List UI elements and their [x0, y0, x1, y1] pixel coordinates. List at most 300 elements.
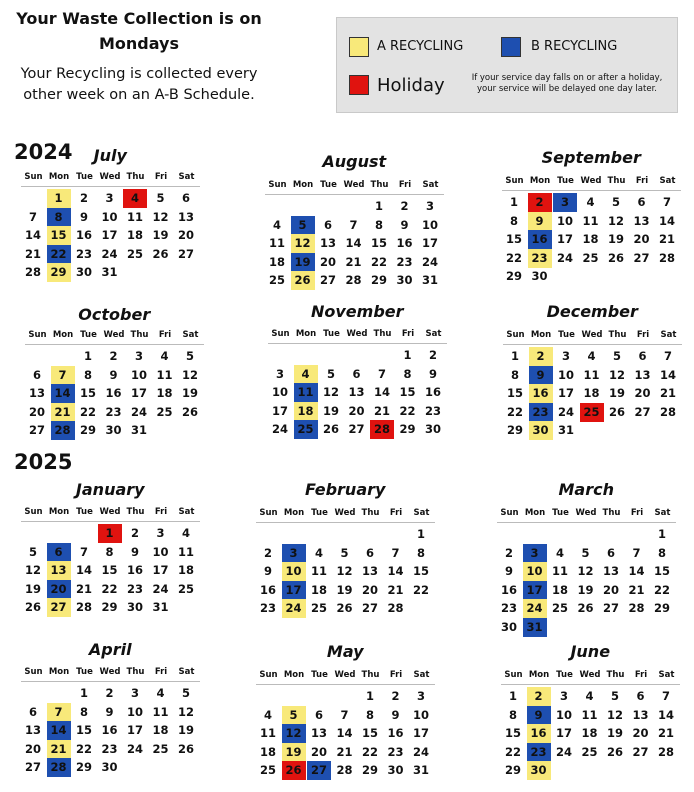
day-cell: 17 — [101, 228, 118, 243]
day-cell: 29 — [506, 423, 523, 438]
day-cell: 2 — [527, 687, 551, 706]
day-cell: 28 — [51, 421, 75, 440]
day-cell: 14 — [75, 563, 92, 578]
day-cell: 12 — [608, 367, 625, 382]
year-2025-heading: 2025 — [14, 450, 73, 474]
weekday-label: Wed — [346, 329, 368, 339]
day-cell: 14 — [373, 385, 390, 400]
weekday-label: Sat — [425, 329, 442, 339]
day-cell: 9 — [400, 217, 409, 232]
day-cell: 16 — [101, 723, 118, 738]
day-cell: 17 — [130, 386, 147, 401]
day-cell: 8 — [510, 367, 519, 382]
day-cell: 16 — [500, 582, 517, 597]
day-cell: 22 — [370, 254, 387, 269]
day-cell: 21 — [373, 403, 390, 418]
day-cell: 27 — [634, 404, 651, 419]
day-cell: 15 — [370, 236, 387, 251]
day-cell: 11 — [126, 209, 143, 224]
weekday-label: Mon — [530, 330, 552, 340]
month-title: February — [305, 480, 386, 499]
weekday-label: Wed — [99, 667, 121, 677]
weekday-label: Sun — [504, 670, 523, 680]
day-cell: 2 — [400, 199, 409, 213]
day-cell: 7 — [340, 707, 349, 722]
day-cell: 5 — [326, 366, 335, 381]
weekday-label: Fri — [634, 670, 648, 680]
day-cell: 12 — [606, 707, 623, 722]
day-cell: 25 — [126, 246, 143, 261]
month-title: June — [570, 642, 611, 661]
day-cell: 23 — [528, 249, 552, 268]
weekday-label: Fri — [635, 176, 649, 186]
day-cell: 5 — [156, 191, 165, 205]
weekday-label: Mon — [529, 176, 551, 186]
day-cell: 25 — [580, 403, 604, 422]
weekday-label: Thu — [126, 667, 145, 677]
weekday-header — [501, 670, 680, 685]
weekday-label: Sat — [422, 180, 439, 190]
day-cell: 12 — [607, 213, 624, 228]
weekday-label: Thu — [126, 507, 145, 517]
day-cell: 25 — [177, 581, 194, 596]
day-cell: 3 — [425, 199, 434, 213]
day-cell: 30 — [396, 273, 413, 288]
weekday-label: Wed — [334, 670, 356, 680]
day-cell: 8 — [508, 707, 517, 722]
day-cell: 3 — [553, 193, 577, 212]
day-cell: 21 — [628, 582, 645, 597]
weekday-header — [21, 507, 200, 522]
day-cell: 11 — [156, 367, 173, 382]
day-cell: 12 — [177, 704, 194, 719]
day-cell: 21 — [345, 254, 362, 269]
weekday-label: Mon — [52, 330, 74, 340]
day-cell: 6 — [637, 195, 646, 209]
day-cell: 9 — [504, 564, 513, 579]
day-cell: 20 — [602, 582, 619, 597]
day-cell: 13 — [310, 726, 327, 741]
day-cell: 13 — [348, 385, 365, 400]
day-cell: 23 — [126, 581, 143, 596]
year-2024-heading: 2024 — [14, 140, 73, 164]
day-cell: 10 — [557, 367, 574, 382]
day-cell: 18 — [310, 582, 327, 597]
day-cell: 13 — [28, 386, 45, 401]
weekday-label: Thu — [608, 330, 627, 340]
day-cell: 3 — [130, 686, 139, 700]
day-cell: 8 — [105, 544, 114, 559]
day-cell: 5 — [291, 216, 315, 235]
weekday-label: Wed — [343, 180, 365, 190]
day-cell: 9 — [528, 212, 552, 231]
day-cell: 22 — [75, 741, 92, 756]
day-cell: 14 — [659, 367, 676, 382]
day-cell: 10 — [126, 704, 143, 719]
day-cell: 16 — [126, 563, 143, 578]
day-cell: 2 — [391, 689, 400, 703]
holiday-delay-note — [461, 73, 673, 95]
day-cell: 20 — [310, 744, 327, 759]
day-cell: 4 — [314, 545, 323, 560]
day-cell: 29 — [75, 760, 92, 775]
day-cell: 20 — [634, 386, 651, 401]
day-cell: 2 — [528, 193, 552, 212]
day-cell: 22 — [47, 245, 71, 264]
day-cell: 9 — [105, 704, 114, 719]
day-cell: 28 — [336, 763, 353, 778]
day-cell: 11 — [310, 564, 327, 579]
day-cell: 15 — [101, 563, 118, 578]
day-cell: 23 — [259, 601, 276, 616]
day-cell: 29 — [504, 763, 521, 778]
day-cell: 1 — [403, 348, 412, 362]
weekday-label: Sat — [178, 172, 195, 182]
day-cell: 9 — [391, 707, 400, 722]
weekday-label: Sat — [178, 507, 195, 517]
day-cell: 10 — [412, 707, 429, 722]
day-cell: 25 — [259, 763, 276, 778]
weekday-label: Mon — [295, 329, 317, 339]
day-cell: 6 — [314, 707, 323, 722]
day-cell: 7 — [28, 209, 37, 224]
day-cell: 8 — [79, 704, 88, 719]
day-cell: 8 — [374, 217, 383, 232]
day-cell: 8 — [83, 367, 92, 382]
day-cell: 11 — [177, 544, 194, 559]
day-cell: 13 — [319, 236, 336, 251]
day-cell: 2 — [504, 545, 513, 560]
day-cell: 19 — [336, 582, 353, 597]
day-cell: 11 — [582, 213, 599, 228]
day-cell: 3 — [416, 689, 425, 703]
day-cell: 22 — [412, 582, 429, 597]
weekday-label: Wed — [103, 330, 125, 340]
day-cell: 1 — [374, 199, 383, 213]
day-cell: 3 — [105, 191, 114, 205]
day-cell: 11 — [268, 236, 285, 251]
weekday-label: Sat — [659, 176, 676, 186]
day-cell: 2 — [130, 526, 139, 540]
weekday-label: Wed — [99, 507, 121, 517]
weekday-label: Fri — [398, 180, 412, 190]
day-cell: 11 — [581, 707, 598, 722]
day-cell: 11 — [551, 564, 568, 579]
day-cell: 29 — [101, 600, 118, 615]
month-title: March — [558, 480, 614, 499]
day-cell: 5 — [340, 545, 349, 560]
day-cell: 5 — [185, 349, 194, 363]
weekday-header — [265, 180, 444, 195]
day-cell: 12 — [152, 209, 169, 224]
weekday-label: Sat — [178, 667, 195, 677]
day-cell: 23 — [396, 254, 413, 269]
day-cell: 22 — [79, 404, 96, 419]
day-cell: 4 — [156, 686, 165, 700]
day-cell: 10 — [130, 367, 147, 382]
day-cell: 10 — [556, 213, 573, 228]
weekday-label: Tue — [320, 180, 337, 190]
day-cell: 17 — [271, 403, 288, 418]
weekday-label: Tue — [558, 330, 575, 340]
day-cell: 26 — [322, 422, 339, 437]
day-cell: 3 — [275, 366, 284, 381]
weekday-label: Sun — [24, 507, 43, 517]
day-cell: 23 — [529, 403, 553, 422]
day-cell: 28 — [387, 601, 404, 616]
day-cell: 27 — [28, 423, 45, 438]
weekday-label: Thu — [361, 508, 380, 518]
day-cell: 20 — [177, 228, 194, 243]
day-cell: 4 — [587, 349, 596, 363]
day-cell: 23 — [500, 601, 517, 616]
day-cell: 13 — [633, 213, 650, 228]
day-cell: 9 — [109, 367, 118, 382]
day-cell: 21 — [659, 386, 676, 401]
day-cell: 13 — [24, 723, 41, 738]
day-cell: 13 — [47, 561, 71, 580]
weekday-header — [502, 176, 681, 191]
day-cell: 15 — [506, 386, 523, 401]
weekday-label: Tue — [80, 330, 97, 340]
day-cell: 15 — [79, 386, 96, 401]
weekday-label: Fri — [158, 330, 172, 340]
day-cell: 18 — [259, 744, 276, 759]
day-cell: 16 — [424, 385, 441, 400]
day-cell: 18 — [126, 228, 143, 243]
day-cell: 25 — [581, 744, 598, 759]
day-cell: 4 — [123, 189, 147, 208]
day-cell: 14 — [336, 726, 353, 741]
day-cell: 23 — [105, 404, 122, 419]
weekday-label: Tue — [311, 508, 328, 518]
day-cell: 5 — [28, 544, 37, 559]
title-line-2: Mondays — [98, 34, 179, 53]
day-cell: 27 — [24, 760, 41, 775]
day-cell: 31 — [421, 273, 438, 288]
day-cell: 18 — [583, 386, 600, 401]
weekday-label: Thu — [602, 508, 621, 518]
day-cell: 12 — [291, 234, 315, 253]
day-cell: 22 — [101, 581, 118, 596]
weekday-label: Mon — [48, 507, 70, 517]
day-cell: 6 — [636, 689, 645, 703]
day-cell: 19 — [606, 726, 623, 741]
day-cell: 29 — [653, 601, 670, 616]
weekday-label: Fri — [401, 329, 415, 339]
weekday-label: Sat — [413, 670, 430, 680]
weekday-label: Sat — [660, 330, 677, 340]
weekday-header — [497, 508, 676, 523]
day-cell: 2 — [109, 349, 118, 363]
day-cell: 25 — [268, 273, 285, 288]
month-title: September — [541, 148, 641, 167]
day-cell: 4 — [181, 526, 190, 540]
day-cell: 23 — [424, 403, 441, 418]
day-cell: 27 — [602, 601, 619, 616]
day-cell: 17 — [523, 581, 547, 600]
weekday-header — [256, 508, 435, 523]
weekday-label: Wed — [334, 508, 356, 518]
day-cell: 9 — [79, 209, 88, 224]
day-cell: 27 — [348, 422, 365, 437]
day-cell: 9 — [428, 366, 437, 381]
note-line-2: your service will be delayed one day later. — [477, 84, 657, 94]
weekday-label: Tue — [76, 172, 93, 182]
day-cell: 20 — [361, 582, 378, 597]
day-cell: 27 — [633, 250, 650, 265]
day-cell: 23 — [75, 246, 92, 261]
day-cell: 2 — [105, 686, 114, 700]
subtitle-line-1: Your Recycling is collected every — [20, 66, 258, 82]
day-cell: 18 — [582, 232, 599, 247]
weekday-label: Tue — [557, 176, 574, 186]
day-cell: 1 — [657, 527, 666, 541]
weekday-label: Mon — [524, 508, 546, 518]
weekday-label: Sat — [413, 508, 430, 518]
day-cell: 4 — [585, 689, 594, 703]
weekday-label: Fri — [389, 508, 403, 518]
day-cell: 22 — [505, 250, 522, 265]
day-cell: 14 — [387, 564, 404, 579]
day-cell: 11 — [294, 383, 318, 402]
day-cell: 20 — [633, 232, 650, 247]
day-cell: 20 — [24, 741, 41, 756]
day-cell: 24 — [282, 599, 306, 618]
weekday-label: Tue — [556, 670, 573, 680]
day-cell: 22 — [361, 744, 378, 759]
day-cell: 30 — [527, 761, 551, 780]
day-cell: 21 — [47, 740, 71, 759]
day-cell: 5 — [611, 195, 620, 209]
day-cell: 8 — [403, 366, 412, 381]
weekday-header — [25, 330, 204, 345]
day-cell: 27 — [319, 273, 336, 288]
weekday-label: Sun — [259, 508, 278, 518]
day-cell: 10 — [421, 217, 438, 232]
day-cell: 15 — [47, 226, 71, 245]
day-cell: 7 — [79, 544, 88, 559]
day-cell: 1 — [509, 195, 518, 209]
page-subtitle — [0, 64, 278, 106]
day-cell: 24 — [101, 246, 118, 261]
month-title: December — [546, 302, 638, 321]
weekday-header — [503, 330, 682, 345]
weekday-label: Fri — [389, 670, 403, 680]
day-cell: 21 — [51, 403, 75, 422]
day-cell: 13 — [634, 367, 651, 382]
day-cell: 25 — [294, 420, 318, 439]
day-cell: 7 — [663, 349, 672, 363]
weekday-header — [21, 667, 200, 682]
day-cell: 29 — [505, 269, 522, 284]
day-cell: 29 — [79, 423, 96, 438]
weekday-label: Fri — [154, 667, 168, 677]
month-title: October — [78, 305, 151, 324]
day-cell: 27 — [177, 246, 194, 261]
day-cell: 10 — [523, 562, 547, 581]
day-cell: 7 — [632, 545, 641, 560]
day-cell: 17 — [152, 563, 169, 578]
day-cell: 29 — [47, 263, 71, 282]
day-cell: 1 — [79, 686, 88, 700]
day-cell: 31 — [557, 423, 574, 438]
day-cell: 19 — [152, 228, 169, 243]
day-cell: 7 — [47, 703, 71, 722]
day-cell: 24 — [130, 404, 147, 419]
day-cell: 18 — [268, 254, 285, 269]
day-cell: 6 — [32, 367, 41, 382]
day-cell: 30 — [75, 265, 92, 280]
day-cell: 2 — [529, 347, 553, 366]
day-cell: 28 — [657, 744, 674, 759]
day-cell: 19 — [177, 723, 194, 738]
day-cell: 8 — [416, 545, 425, 560]
day-cell: 28 — [658, 250, 675, 265]
weekday-label: Tue — [76, 507, 93, 517]
day-cell: 15 — [75, 723, 92, 738]
day-cell: 5 — [181, 686, 190, 700]
day-cell: 7 — [391, 545, 400, 560]
weekday-label: Thu — [607, 176, 626, 186]
day-cell: 21 — [657, 726, 674, 741]
day-cell: 26 — [181, 404, 198, 419]
day-cell: 16 — [528, 230, 552, 249]
weekday-label: Mon — [48, 667, 70, 677]
weekday-label: Sat — [182, 330, 199, 340]
weekday-label: Thu — [361, 670, 380, 680]
weekday-label: Thu — [606, 670, 625, 680]
day-cell: 29 — [361, 763, 378, 778]
month-title: August — [322, 152, 387, 171]
day-cell: 3 — [134, 349, 143, 363]
day-cell: 9 — [263, 564, 272, 579]
day-cell: 10 — [555, 707, 572, 722]
day-cell: 25 — [310, 601, 327, 616]
month-title: January — [75, 480, 145, 499]
day-cell: 3 — [559, 689, 568, 703]
day-cell: 7 — [349, 217, 358, 232]
weekday-label: Tue — [323, 329, 340, 339]
weekday-label: Mon — [283, 670, 305, 680]
day-cell: 4 — [272, 217, 281, 232]
day-cell: 28 — [47, 758, 71, 777]
weekday-label: Tue — [552, 508, 569, 518]
day-cell: 23 — [387, 744, 404, 759]
day-cell: 24 — [556, 250, 573, 265]
day-cell: 12 — [24, 563, 41, 578]
weekday-label: Sat — [654, 508, 671, 518]
day-cell: 30 — [126, 600, 143, 615]
day-cell: 22 — [399, 403, 416, 418]
a-recycling-swatch — [349, 37, 369, 57]
day-cell: 16 — [75, 228, 92, 243]
day-cell: 18 — [294, 402, 318, 421]
day-cell: 23 — [101, 741, 118, 756]
day-cell: 21 — [336, 744, 353, 759]
day-cell: 14 — [658, 213, 675, 228]
day-cell: 1 — [510, 349, 519, 363]
day-cell: 20 — [632, 726, 649, 741]
day-cell: 26 — [336, 601, 353, 616]
day-cell: 2 — [79, 191, 88, 205]
day-cell: 27 — [361, 601, 378, 616]
day-cell: 31 — [130, 423, 147, 438]
day-cell: 21 — [658, 232, 675, 247]
day-cell: 19 — [607, 232, 624, 247]
day-cell: 9 — [527, 706, 551, 725]
weekday-label: Tue — [311, 670, 328, 680]
